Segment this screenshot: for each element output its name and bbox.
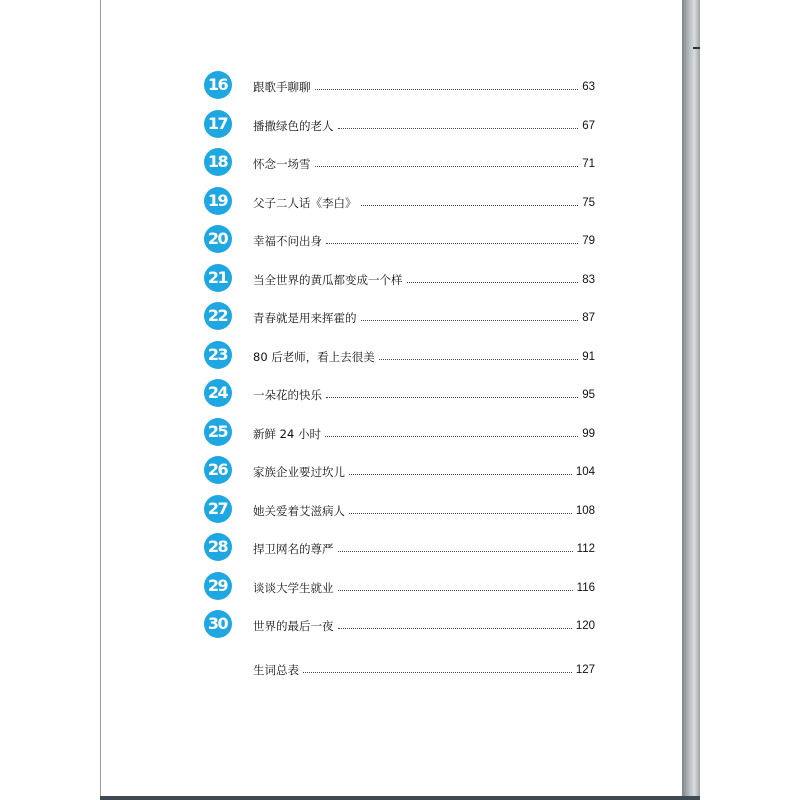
toc-entry-24[interactable] [205,380,595,419]
dotted-leader [326,243,578,244]
toc-entry-22[interactable] [205,303,595,342]
chapter-number-badge: 19 [205,188,231,214]
page-number: 75 [582,196,595,209]
book-spine-edge [682,0,700,800]
chapter-title: 她关爱着艾滋病人 [253,503,345,518]
chapter-title: 青春就是用来挥霍的 [253,311,357,325]
chapter-title: 家族企业要过坎儿 [253,465,345,479]
toc-entry-line [253,501,595,519]
page-number: 63 [582,81,595,93]
toc-entry-27[interactable] [205,496,595,535]
chapter-number-badge: 30 [205,611,231,637]
chapter-number-badge: 24 [205,380,231,406]
chapter-title: 父子二人话《李白》 [253,195,357,210]
toc-entry-26[interactable] [205,457,595,496]
dotted-leader [315,89,579,90]
dotted-leader [315,166,579,167]
dotted-leader [326,397,578,398]
chapter-number-badge: 21 [205,265,231,291]
toc-entry-line [253,616,595,634]
dotted-leader [407,282,579,283]
toc-entry-line [253,193,595,211]
chapter-number-badge: 25 [205,419,231,445]
dotted-leader [303,672,572,673]
toc-entry-20[interactable] [205,226,595,265]
chapter-number-badge: 27 [205,496,231,522]
dotted-leader [349,474,572,475]
chapter-number-badge: 17 [205,111,231,137]
toc-entry-23[interactable] [205,342,595,381]
dotted-leader [338,128,579,129]
chapter-title: 播撒绿色的老人 [253,118,334,133]
chapter-title: 幸福不问出身 [253,234,322,248]
toc-entry-line [253,308,595,326]
chapter-number-badge: 16 [205,72,231,98]
chapter-title: 80 后老师，看上去很美 [253,349,375,364]
page-number: 95 [582,389,595,401]
toc-entry-line [253,347,595,365]
dotted-leader [361,205,579,206]
page-number: 120 [575,620,595,632]
chapter-title: 新鲜 24 小时 [253,426,321,441]
toc-entry-21[interactable] [205,265,595,304]
page-number: 83 [582,273,595,286]
glossary-title: 生词总表 [253,662,299,677]
toc-entry-line [253,116,595,134]
toc-entry-glossary[interactable] [205,655,595,681]
chapter-title: 世界的最后一夜 [253,619,334,633]
toc-entry-line [253,270,595,288]
chapter-title: 捍卫网名的尊严 [253,542,334,556]
toc-entry-25[interactable] [205,419,595,458]
chapter-number-badge: 20 [205,226,231,252]
page-number: 79 [582,235,595,247]
chapter-title: 当全世界的黄瓜都变成一个样 [253,272,403,287]
dotted-leader [379,359,578,360]
toc-entry-28[interactable] [205,534,595,573]
toc-entry-line [253,424,595,442]
page-number: 99 [582,427,595,440]
chapter-number-badge: 26 [205,457,231,483]
toc-entry-line [253,385,595,403]
dotted-leader [325,436,578,437]
chapter-title: 跟歌手聊聊 [253,80,311,94]
chapter-title: 一朵花的快乐 [253,388,322,402]
chapter-number-badge: 23 [205,342,231,368]
dotted-leader [338,628,572,629]
page-number: 87 [582,312,595,324]
toc-entry-16[interactable] [205,72,595,111]
toc-entry-line [253,462,595,480]
page-number: 91 [582,350,595,363]
chapter-number-badge: 22 [205,303,231,329]
toc-entry-18[interactable] [205,149,595,188]
toc-entry-line [253,539,595,557]
dotted-leader [349,513,572,514]
chapter-number-badge: 28 [205,534,231,560]
page-number: 71 [582,158,595,170]
page-number: 112 [576,543,595,555]
dotted-leader [338,551,573,552]
chapter-number-badge: 29 [205,573,231,599]
toc-entry-30[interactable] [205,611,595,650]
chapter-title: 怀念一场雪 [253,157,311,171]
page-number: 116 [576,581,595,594]
toc-entry-line [253,231,595,249]
dotted-leader [361,320,579,321]
dotted-leader [338,590,573,591]
toc-entry-line [253,578,595,596]
page-number: 104 [575,466,595,478]
page-number: 127 [575,663,595,676]
toc-entry-19[interactable] [205,188,595,227]
page-number: 67 [582,119,595,132]
chapter-number-badge: 18 [205,149,231,175]
toc-entry-line [253,77,595,95]
toc-entry-line [253,154,595,172]
chapter-title: 谈谈大学生就业 [253,580,334,595]
toc-entry-line [253,660,595,678]
toc-entry-29[interactable] [205,573,595,612]
spine-mark [693,47,700,49]
toc-entry-17[interactable] [205,111,595,150]
page-number: 108 [575,504,595,517]
table-of-contents [205,72,595,681]
page-bottom-edge [100,796,700,800]
